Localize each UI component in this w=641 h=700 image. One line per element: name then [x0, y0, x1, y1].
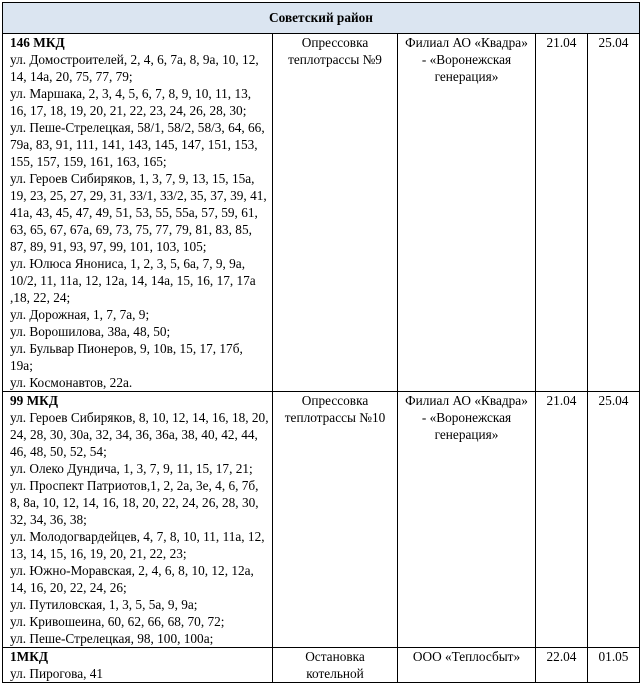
address-line: ул. Проспект Патриотов,1, 2, 2а, 3е, 4, 6, 7б, 8, 8а, 10, 12, 14, 16, 18, 20, 22, 24, 26, 28, 30, 32, 34, 36, 38; [10, 478, 259, 527]
address-line: ул. Кривошеина, 60, 62, 66, 68, 70, 72; [10, 614, 225, 629]
building-count: 1МКД [10, 649, 48, 664]
work-type: Остановка котельной [273, 648, 398, 683]
organization: ООО «Теплосбыт» [398, 648, 536, 683]
address-line: ул. Героев Сибиряков, 1, 3, 7, 9, 13, 15, 15а, 19, 23, 25, 27, 29, 31, 33/1, 33/2, 35, 37, 39, 41, 41а, 43, 45, 47, 49, 51, 53, 55, 55а, 57, 59, 61, 63, 65, 67, 67а, 69, 73, 75, 77, 79, 81, 83, 85, 87, 89, 91, 93, 97, 99, 101, 103, 105; [10, 171, 267, 254]
end-date: 25.04 [588, 392, 640, 648]
address-cell [3, 392, 273, 648]
address-line: ул. Космонавтов, 22а. [10, 375, 133, 390]
address-cell [3, 34, 273, 392]
organization: Филиал АО «Квадра» - «Воронежская генерация» [398, 34, 536, 392]
address-line: ул. Бульвар Пионеров, 9, 10в, 15, 17, 17б, 19а; [10, 341, 243, 373]
address-line: ул. Южно-Моравская, 2, 4, 6, 8, 10, 12, 12а, 14, 16, 20, 22, 24, 26; [10, 563, 254, 595]
address-line: ул. Домостроителей, 2, 4, 6, 7а, 8, 9а, 10, 12, 14, 14а, 20, 75, 77, 79; [10, 52, 259, 84]
end-date: 25.04 [588, 34, 640, 392]
address-line: ул. Олеко Дундича, 1, 3, 7, 9, 11, 15, 17, 21; [10, 461, 253, 476]
address-line: ул. Молодогвардейцев, 4, 7, 8, 10, 11, 11а, 12, 13, 14, 15, 16, 19, 20, 21, 22, 23; [10, 529, 265, 561]
work-type: Опрессовка теплотрассы №9 [273, 34, 398, 392]
address-line: ул. Путиловская, 1, 3, 5, 5а, 9, 9а; [10, 597, 198, 612]
building-count: 99 МКД [10, 393, 58, 408]
end-date: 01.05 [588, 648, 640, 683]
table-row [3, 34, 640, 392]
table-row [3, 648, 640, 683]
district-header-row [3, 3, 640, 34]
start-date: 21.04 [536, 34, 588, 392]
address-line: ул. Героев Сибиряков, 8, 10, 12, 14, 16, 18, 20, 24, 28, 30, 30а, 32, 34, 36, 36а, 38, 40, 42, 44, 46, 48, 50, 52, 54; [10, 410, 269, 459]
building-count: 146 МКД [10, 35, 65, 50]
address-line: ул. Маршака, 2, 3, 4, 5, 6, 7, 8, 9, 10, 11, 13, 16, 17, 18, 19, 20, 21, 22, 23, 24, 26, 28, 30; [10, 86, 252, 118]
start-date: 21.04 [536, 392, 588, 648]
work-type: Опрессовка теплотрассы №10 [273, 392, 398, 648]
start-date: 22.04 [536, 648, 588, 683]
address-line: ул. Юлюса Янониса, 1, 2, 3, 5, 6а, 7, 9, 9а, 10/2, 11, 11а, 12, 12а, 14, 14а, 15, 16, 17, 17а ,18, 22, 24; [10, 256, 256, 305]
address-line: ул. Ворошилова, 38а, 48, 50; [10, 324, 171, 339]
address-cell [3, 648, 273, 683]
address-line: ул. Пирогова, 41 [10, 666, 104, 681]
address-line: ул. Пеше-Стрелецкая, 98, 100, 100а; [10, 631, 214, 646]
table-row [3, 392, 640, 648]
address-line: ул. Пеше-Стрелецкая, 58/1, 58/2, 58/3, 64, 66, 79а, 83, 91, 111, 141, 143, 145, 147, 151, 153, 155, 157, 159, 161, 163, 165; [10, 120, 265, 169]
outage-table [2, 2, 640, 683]
address-line: ул. Дорожная, 1, 7, 7а, 9; [10, 307, 150, 322]
district-title: Советский район [3, 3, 640, 34]
organization: Филиал АО «Квадра» - «Воронежская генерация» [398, 392, 536, 648]
